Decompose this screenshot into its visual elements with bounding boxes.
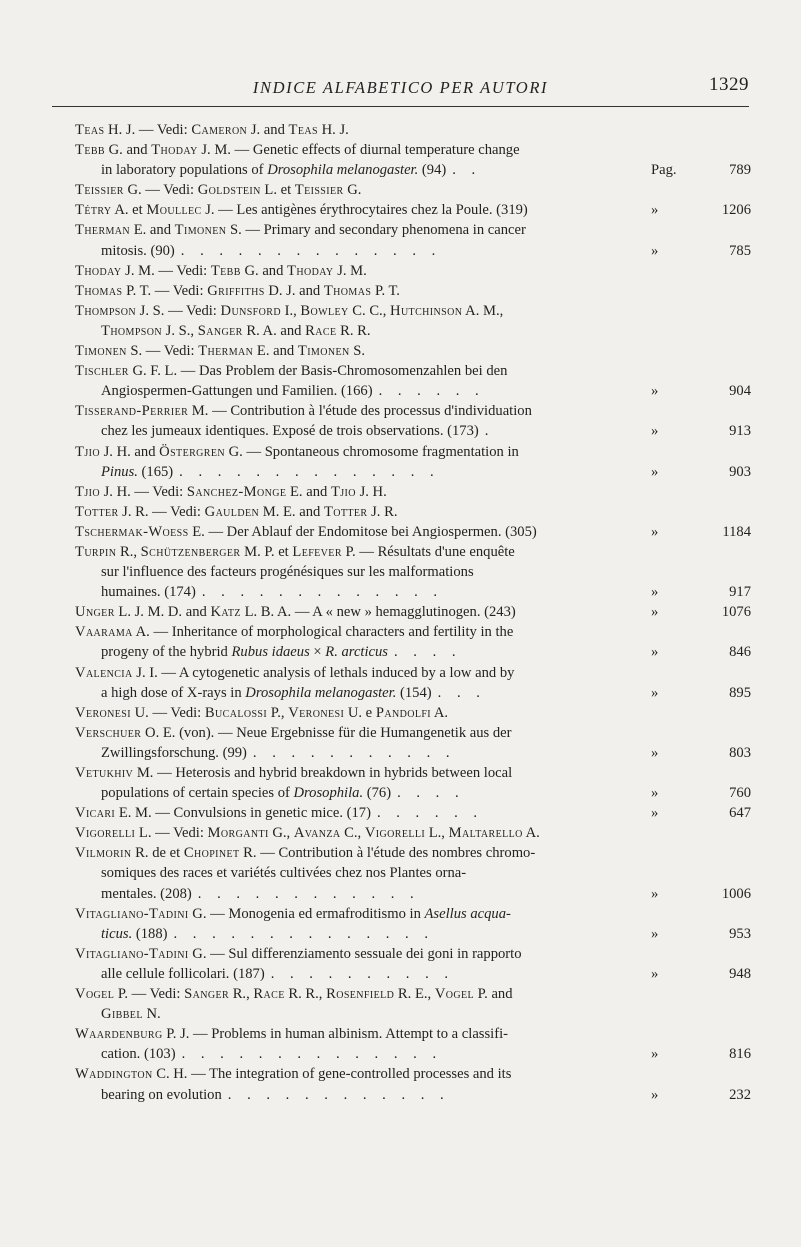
- entry-text: Turpin R., Schützenberger M. P. et Lefever P. — Résultats d'une enquête: [75, 543, 515, 560]
- entry-line: [75, 462, 751, 482]
- entry-text: Totter J. R. — Vedi: Gaulden M. E. and Totter J. R.: [75, 503, 398, 520]
- page-ref-number: 803: [729, 744, 751, 761]
- entry-text: Thoday J. M. — Vedi: Tebb G. and Thoday J. M.: [75, 262, 367, 279]
- entry-line: [75, 1044, 751, 1064]
- entry-text: mentales. (208): [101, 885, 192, 902]
- entry-text: Timonen S. — Vedi: Therman E. and Timonen S.: [75, 343, 366, 360]
- entry-text: Vogel P. — Vedi: Sanger R., Race R. R., Rosenfield R. E., Vogel P. and: [75, 986, 513, 1003]
- entry-line: [75, 743, 751, 763]
- entry-text: progeny of the hybrid Rubus idaeus × R. arcticus: [101, 644, 388, 661]
- entry-line: [75, 140, 751, 160]
- index-entry: [75, 843, 751, 903]
- page-ref-number: 948: [729, 965, 751, 982]
- entry-text: Verschuer O. E. (von). — Neue Ergebnisse für die Humangenetik aus der: [75, 724, 512, 741]
- index-entry: [75, 522, 751, 542]
- entry-text: Teas H. J. — Vedi: Cameron J. and Teas H. J.: [75, 122, 349, 138]
- page-ref-number: 1076: [721, 604, 751, 621]
- index-entry: [75, 361, 751, 401]
- index-entry: [75, 622, 751, 662]
- ditto-mark: »: [651, 925, 659, 942]
- index-entry: [75, 904, 751, 944]
- entry-line: [75, 301, 751, 321]
- entry-text: Waddington C. H. — The integration of gene-controlled processes and its: [75, 1066, 512, 1083]
- entry-line: [75, 1004, 751, 1024]
- leader-dots: .: [484, 423, 495, 440]
- ditto-mark: »: [651, 1086, 659, 1103]
- ditto-mark: »: [651, 523, 659, 540]
- ditto-mark: »: [651, 202, 659, 219]
- entry-text: Vaarama A. — Inheritance of morphological characters and fertility in the: [75, 624, 514, 641]
- entry-text: Unger L. J. M. D. and Katz L. B. A. — A « new » hemagglutinogen. (243): [75, 604, 516, 621]
- index-entry: [75, 984, 751, 1024]
- entry-text: populations of certain species of Drosophila. (76): [101, 785, 392, 802]
- entry-line: [75, 542, 751, 562]
- entry-text: somiques des races et variétés cultivées chez nos Plantes orna-: [101, 865, 467, 882]
- ditto-mark: »: [651, 604, 659, 621]
- entry-text: alle cellule follicolari. (187): [101, 965, 265, 982]
- entry-text: Teissier G. — Vedi: Goldstein L. et Teissier G.: [75, 182, 362, 199]
- entry-line: [75, 361, 751, 381]
- entry-line: [75, 522, 751, 542]
- entry-line: [75, 502, 751, 522]
- ditto-mark: »: [651, 965, 659, 982]
- index-entry: [75, 180, 751, 200]
- entry-line: [75, 602, 751, 622]
- page-prefix: Pag.: [651, 162, 677, 179]
- entry-line: [75, 582, 751, 602]
- entry-line: [75, 1064, 751, 1084]
- entry-line: [75, 703, 751, 723]
- entry-line: [75, 1085, 751, 1105]
- entry-text: Vitagliano-Tadini G. — Sul differenziamento sessuale dei goni in rapporto: [75, 945, 522, 962]
- entry-text: a high dose of X-rays in Drosophila melanogaster. (154): [101, 684, 432, 701]
- page-ref-number: 1006: [721, 885, 751, 902]
- ditto-mark: »: [651, 383, 659, 400]
- entry-text: Thompson J. S. — Vedi: Dunsford I., Bowley C. C., Hutchinson A. M.,: [75, 302, 504, 319]
- leader-dots: . . . . . . . . . . . . . .: [173, 925, 434, 942]
- entry-line: [75, 160, 751, 180]
- index-entry: [75, 823, 751, 843]
- entry-text: Tisserand-Perrier M. — Contribution à l'étude des processus d'individuation: [75, 403, 532, 420]
- entry-line: [75, 964, 751, 984]
- page-ref-number: 953: [729, 925, 751, 942]
- page-ref-number: 904: [729, 383, 751, 400]
- ditto-mark: »: [651, 805, 659, 822]
- page-ref-number: 895: [729, 684, 751, 701]
- entry-text: Tischler G. F. L. — Das Problem der Basis-Chromosomenzahlen bei den: [75, 363, 508, 380]
- leader-dots: . . . . . .: [378, 383, 485, 400]
- leader-dots: . . . . . . . . . . .: [252, 744, 456, 761]
- entry-text: Tétry A. et Moullec J. — Les antigènes érythrocytaires chez la Poule. (319): [75, 202, 528, 219]
- index-entry: [75, 1024, 751, 1064]
- entry-text: Vitagliano-Tadini G. — Monogenia ed ermafroditismo in Asellus acqua-: [75, 905, 511, 922]
- entry-line: [75, 904, 751, 924]
- entry-line: [75, 803, 751, 823]
- entry-line: [75, 642, 751, 662]
- index-entry: [75, 220, 751, 260]
- entry-line: [75, 180, 751, 200]
- ditto-mark: »: [651, 885, 659, 902]
- entry-line: [75, 281, 751, 301]
- entry-text: Vicari E. M. — Convulsions in genetic mice. (17): [75, 805, 371, 822]
- page-ref-number: 816: [729, 1046, 751, 1063]
- author-index-list: [75, 120, 751, 1105]
- entry-text: Tebb G. and Thoday J. M. — Genetic effects of diurnal temperature change: [75, 142, 520, 159]
- entry-text: Tjio J. H. and Östergren G. — Spontaneous chromosome fragmentation in: [75, 443, 519, 460]
- entry-text: cation. (103): [101, 1046, 176, 1063]
- entry-line: [75, 200, 751, 220]
- entry-text: Valencia J. I. — A cytogenetic analysis of lethals induced by a low and by: [75, 664, 515, 681]
- entry-line: [75, 241, 751, 261]
- index-entry: [75, 542, 751, 602]
- leader-dots: . . . . . . . . . . . .: [227, 1086, 450, 1103]
- index-entry: [75, 663, 751, 703]
- ditto-mark: »: [651, 423, 659, 440]
- entry-line: [75, 763, 751, 783]
- entry-line: [75, 341, 751, 361]
- entry-line: [75, 562, 751, 582]
- entry-line: [75, 884, 751, 904]
- entry-line: [75, 663, 751, 683]
- entry-line: [75, 401, 751, 421]
- entry-text: in laboratory populations of Drosophila melanogaster. (94): [101, 162, 447, 179]
- entry-text: bearing on evolution: [101, 1086, 222, 1103]
- index-entry: [75, 120, 751, 140]
- ditto-mark: »: [651, 785, 659, 802]
- index-entry: [75, 341, 751, 361]
- ditto-mark: »: [651, 684, 659, 701]
- leader-dots: . . . . . . . . . . . . .: [201, 584, 444, 601]
- page-ref-number: 232: [729, 1086, 751, 1103]
- index-entry: [75, 703, 751, 723]
- running-header: [52, 72, 749, 107]
- entry-line: [75, 622, 751, 642]
- page-ref-number: 913: [729, 423, 751, 440]
- index-entry: [75, 723, 751, 763]
- entry-text: Gibbel N.: [101, 1006, 161, 1023]
- page-number: 1329: [709, 74, 749, 95]
- leader-dots: . .: [452, 162, 482, 179]
- entry-line: [75, 442, 751, 462]
- index-entry: [75, 763, 751, 803]
- entry-line: [75, 944, 751, 964]
- leader-dots: . . . . . . . . . . . . . .: [179, 463, 440, 480]
- leader-dots: . . . .: [393, 644, 462, 661]
- entry-line: [75, 421, 751, 441]
- entry-line: [75, 723, 751, 743]
- page-ref-number: 917: [729, 584, 751, 601]
- entry-text: Tjio J. H. — Vedi: Sanchez-Monge E. and Tjio J. H.: [75, 483, 387, 500]
- page-ref-number: 647: [729, 805, 751, 822]
- entry-text: ticus. (188): [101, 925, 168, 942]
- entry-text: Veronesi U. — Vedi: Bucalossi P., Veronesi U. e Pandolfi A.: [75, 704, 449, 721]
- entry-line: [75, 683, 751, 703]
- ditto-mark: »: [651, 744, 659, 761]
- entry-text: sur l'influence des facteurs progénésiques sur les malformations: [101, 564, 474, 581]
- page-ref-number: 785: [729, 242, 751, 259]
- entry-line: [75, 823, 751, 843]
- entry-line: [75, 381, 751, 401]
- index-entry: [75, 502, 751, 522]
- entry-line: [75, 220, 751, 240]
- index-entry: [75, 200, 751, 220]
- leader-dots: . . .: [437, 684, 486, 701]
- entry-text: chez les jumeaux identiques. Exposé de trois observations. (173): [101, 423, 479, 440]
- entry-text: mitosis. (90): [101, 242, 175, 259]
- entry-text: Vilmorin R. de et Chopinet R. — Contribution à l'étude des nombres chromo-: [75, 845, 536, 862]
- ditto-mark: »: [651, 242, 659, 259]
- entry-line: [75, 924, 751, 944]
- ditto-mark: »: [651, 1046, 659, 1063]
- index-entry: [75, 944, 751, 984]
- index-entry: [75, 803, 751, 823]
- ditto-mark: »: [651, 584, 659, 601]
- page-ref-number: 760: [729, 785, 751, 802]
- entry-line: [75, 261, 751, 281]
- leader-dots: . . . . . . . . . . . . . .: [180, 242, 442, 259]
- index-entry: [75, 482, 751, 502]
- entry-text: Pinus. (165): [101, 463, 174, 480]
- entry-text: Tschermak-Woess E. — Der Ablauf der Endomitose bei Angiospermen. (305): [75, 523, 537, 540]
- page-title: INDICE ALFABETICO PER AUTORI: [252, 78, 549, 97]
- entry-text: Therman E. and Timonen S. — Primary and secondary phenomena in cancer: [75, 222, 526, 239]
- entry-line: [75, 1024, 751, 1044]
- page-ref-number: 789: [729, 162, 751, 179]
- index-entry: [75, 261, 751, 281]
- leader-dots: . . . . . . . . . . . .: [197, 885, 420, 902]
- entry-text: Thomas P. T. — Vedi: Griffiths D. J. and Thomas P. T.: [75, 282, 400, 299]
- index-entry: [75, 442, 751, 482]
- entry-line: [75, 482, 751, 502]
- entry-text: Angiospermen-Gattungen und Familien. (166): [101, 383, 373, 400]
- leader-dots: . . . . . . . . . .: [270, 965, 455, 982]
- ditto-mark: »: [651, 463, 659, 480]
- entry-text: Thompson J. S., Sanger R. A. and Race R. R.: [101, 322, 371, 339]
- entry-line: [75, 863, 751, 883]
- entry-line: [75, 321, 751, 341]
- index-entry: [75, 140, 751, 180]
- page-ref-number: 1206: [721, 202, 751, 219]
- page-ref-number: 1184: [722, 523, 751, 540]
- entry-text: Zwillingsforschung. (99): [101, 744, 247, 761]
- index-entry: [75, 1064, 751, 1104]
- leader-dots: . . . .: [397, 785, 465, 802]
- ditto-mark: »: [651, 644, 659, 661]
- entry-text: Vigorelli L. — Vedi: Morganti G., Avanza C., Vigorelli L., Maltarello A.: [75, 825, 540, 842]
- entry-line: [75, 120, 751, 140]
- leader-dots: . . . . . . . . . . . . . .: [181, 1046, 443, 1063]
- entry-line: [75, 984, 751, 1004]
- entry-line: [75, 783, 751, 803]
- index-entry: [75, 281, 751, 301]
- index-entry: [75, 602, 751, 622]
- entry-text: Vetukhiv M. — Heterosis and hybrid breakdown in hybrids between local: [75, 765, 513, 781]
- page-ref-number: 903: [729, 463, 751, 480]
- entry-text: humaines. (174): [101, 584, 196, 601]
- entry-text: Waardenburg P. J. — Problems in human albinism. Attempt to a classifi-: [75, 1026, 508, 1043]
- leader-dots: . . . . . .: [376, 805, 484, 822]
- index-entry: [75, 301, 751, 341]
- index-entry: [75, 401, 751, 441]
- page-ref-number: 846: [729, 644, 751, 661]
- entry-line: [75, 843, 751, 863]
